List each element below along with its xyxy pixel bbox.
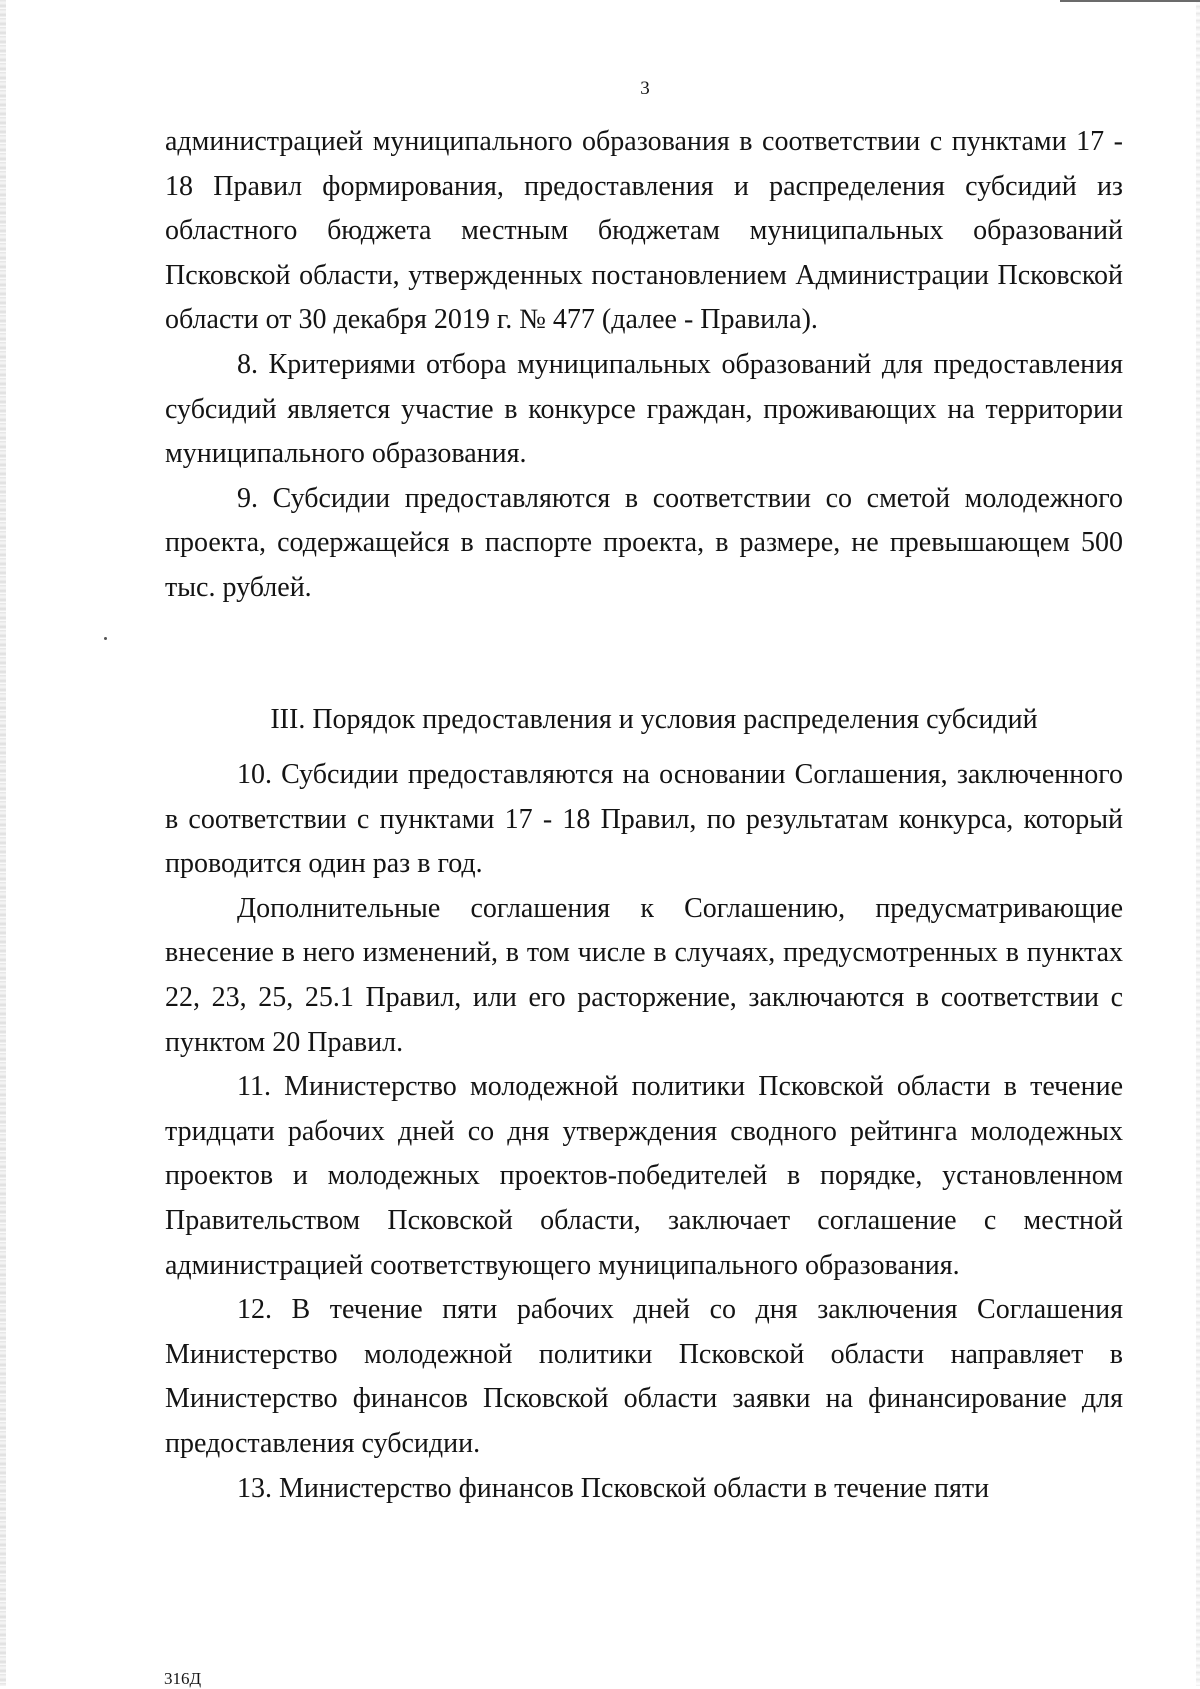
paragraph-12: 12. В течение пяти рабочих дней со дня заключения Соглашения Министерство молодежной политики Псковской области направляет в Министерство финансов Псковской области заявки на финансирование для предоставления субсидии. (165, 1294, 1123, 1459)
paragraph-8: 8. Критериями отбора муниципальных образований для предоставления субсидий является участие в конкурсе граждан, проживающих на территории муниципального образования. (165, 348, 1123, 470)
section-heading: III. Порядок предоставления и условия распределения субсидий (270, 704, 1038, 735)
paragraph-13: 13. Министерство финансов Псковской области в течение пяти (237, 1472, 990, 1504)
paragraph-11: 11. Министерство молодежной политики Псковской области в течение тридцати рабочих дней со дня утверждения сводного рейтинга молодежных проектов и молодежных проектов-победителей в порядке, установленном Правительством Псковской области, заключает соглашение с местной администрацией соответствующего муниципального образования. (165, 1071, 1123, 1281)
paragraph-10-additional: Дополнительные соглашения к Соглашению, предусматривающие внесение в него изменений, в том числе в случаях, предусмотренных в пунктах 22, 23, 25, 25.1 Правил, или его расторжение, заключаются в соответствии с пунктом 20 Правил. (165, 892, 1123, 1058)
footer-code: 316Д (164, 1669, 202, 1688)
scan-speck (104, 637, 107, 640)
body-text-upper (165, 120, 1123, 611)
paragraph-continuation: администрацией муниципального образования в соответствии с пунктами 17 - 18 Правил формирования, предоставления и распределения субсидий из областного бюджета местным бюджетам муниципальных образований Псковской области, утвержденных постановлением Администрации Псковской области от 30 декабря 2019 г. № 477 (далее - Правила). (165, 126, 1123, 336)
paragraph-10: 10. Субсидии предоставляются на основании Соглашения, заключенного в соответствии с пунктами 17 - 18 Правил, по результатам конкурса, который проводится один раз в год. (165, 759, 1123, 880)
scan-edge-right (1196, 0, 1200, 1686)
body-text-lower (165, 753, 1123, 1511)
paragraph-9: 9. Субсидии предоставляются в соответствии со сметой молодежного проекта, содержащейся в паспорте проекта, в размере, не превышающем 500 тыс. рублей. (165, 482, 1123, 603)
scan-top-line (1060, 0, 1200, 2)
scan-edge-left (0, 0, 6, 1686)
page-number: 3 (640, 78, 650, 99)
